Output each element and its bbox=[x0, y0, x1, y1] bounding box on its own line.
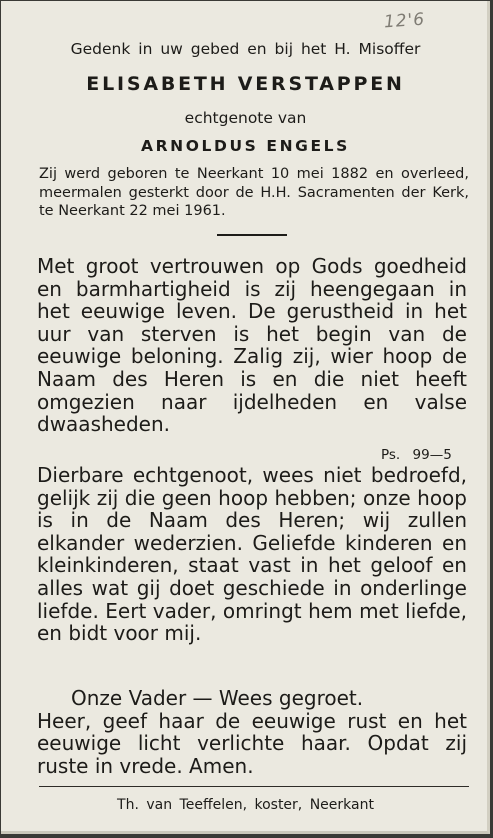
memorial-card bbox=[1, 1, 490, 834]
prayer-line: Onze Vader — Wees gegroet. bbox=[71, 686, 364, 710]
spouse-name: ARNOLDUS ENGELS bbox=[141, 137, 350, 155]
intro-line: Gedenk in uw gebed en bij het H. Misoffer bbox=[70, 40, 421, 58]
spouse-label: echtgenote van bbox=[184, 109, 307, 127]
biography-text: Zij werd geboren te Neerkant 10 mei 1882 en overleed, meermalen gesterkt door de H.H. Sacramenten der Kerk, te Neerkant 22 mei 1961. bbox=[39, 166, 469, 219]
printer-credit: Th. van Teeffelen, koster, Neerkant bbox=[117, 797, 374, 813]
pencil-annotation: 12'6 bbox=[383, 9, 426, 33]
message-text: Dierbare echtgenoot, wees niet bedroefd, gelijk zij die geen hoop hebben; onze hoop is in de Naam des Heren; wij zullen elkander wederzien. Geliefde kinderen en kleinkinderen, staat vast in het geloof en alles wat gij doet geschiede in onderlinge liefde. Eert vader, omringt hem met liefde, en bidt voor mij. bbox=[37, 463, 467, 646]
footer-divider bbox=[39, 786, 469, 787]
psalm-reference: Ps. 99—5 bbox=[381, 447, 452, 463]
closing-prayer: Heer, geef haar de eeuwige rust en het eeuwige licht verlichte haar. Opdat zij ruste in vrede. Amen. bbox=[37, 708, 467, 778]
prayer-block bbox=[37, 687, 467, 777]
deceased-name: ELISABETH VERSTAPPEN bbox=[86, 73, 405, 95]
divider-line bbox=[217, 234, 287, 236]
verse-text: Met groot vertrouwen op Gods goedheid en barmhartigheid is zij heengegaan in het eeuwige leven. De gerustheid in het uur van sterven is het begin van de eeuwige beloning. Zalig zij, wier hoop de Naam des Heren is en die niet heeft omgezien naar ijdelheden en valse dwaasheden. bbox=[37, 254, 467, 437]
